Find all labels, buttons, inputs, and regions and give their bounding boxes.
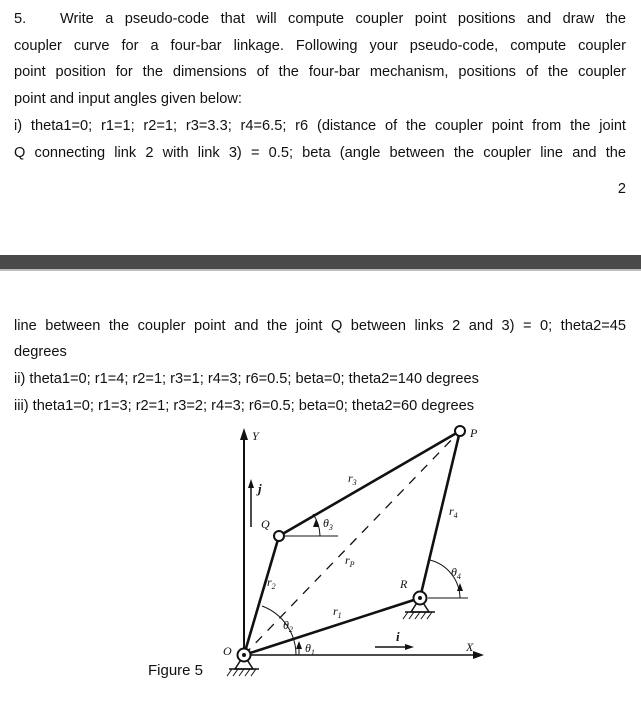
label-theta4: $\theta_4$ [451,565,461,581]
label-r2: $r_2$ [267,575,276,591]
origin-label: O [223,644,232,658]
label-r1: $r_1$ [333,604,342,620]
theta1-arrowhead [296,641,302,649]
label-r4: $r_4$ [449,504,458,520]
point-p-label: P [470,426,478,440]
question-line-2: coupler curve for a four-bar linkage. Following your pseudo-code, compute coupler [14,38,626,54]
label-r3: $r_3$ [348,471,357,487]
point-q-label: Q [261,517,270,531]
question-line-5: i) theta1=0; r1=1; r2=1; r3=3.3; r4=6.5; r6 (distance of the coupler point from the joint [14,118,626,134]
unit-vector-i-arrowhead [405,644,414,650]
y-axis-arrowhead [240,428,248,440]
y-axis-label: Y [252,429,259,443]
question-line-4: point and input angles given below: [14,91,242,107]
question-line-8: degrees [14,344,67,360]
label-theta2: $\theta_2$ [283,618,293,634]
label-theta3: $\theta_3$ [323,516,333,532]
joint-q [274,531,284,541]
unit-i-label: i [396,629,400,644]
question-line-7: line between the coupler point and the joint Q between links 2 and 3) = 0; theta2=45 [14,318,626,334]
unit-vector-j-arrowhead [248,479,254,488]
unit-j-label: j [258,481,262,496]
label-theta1: $\theta_1$ [305,641,315,657]
x-axis-label: X [466,640,474,654]
joint-p [455,426,465,436]
question-number: 5. [14,11,27,27]
page-number: 2 [617,181,626,197]
case-iii: iii) theta1=0; r1=3; r2=1; r3=2; r4=3; r6=0.5; beta=0; theta2=60 degrees [14,398,475,414]
figure-caption: Figure 5 [148,662,204,679]
question-line-3: point position for the dimensions of the four-bar mechanism, positions of the coupler [14,64,626,80]
question-line-1-text: Write a pseudo-code that will compute coupler point positions and draw the [60,11,626,27]
x-axis-arrowhead [473,651,484,659]
case-ii: ii) theta1=0; r1=4; r2=1; r3=1; r4=3; r6=0.5; beta=0; theta2=140 degrees [14,371,479,387]
question-line-6: Q connecting link 2 with link 3) = 0.5; beta (angle between the coupler line and the [14,145,626,161]
point-r-label: R [400,577,408,591]
label-rp: $r_P$ [345,553,355,569]
link-r3 [279,431,460,536]
ground-pivot-r [403,592,435,620]
